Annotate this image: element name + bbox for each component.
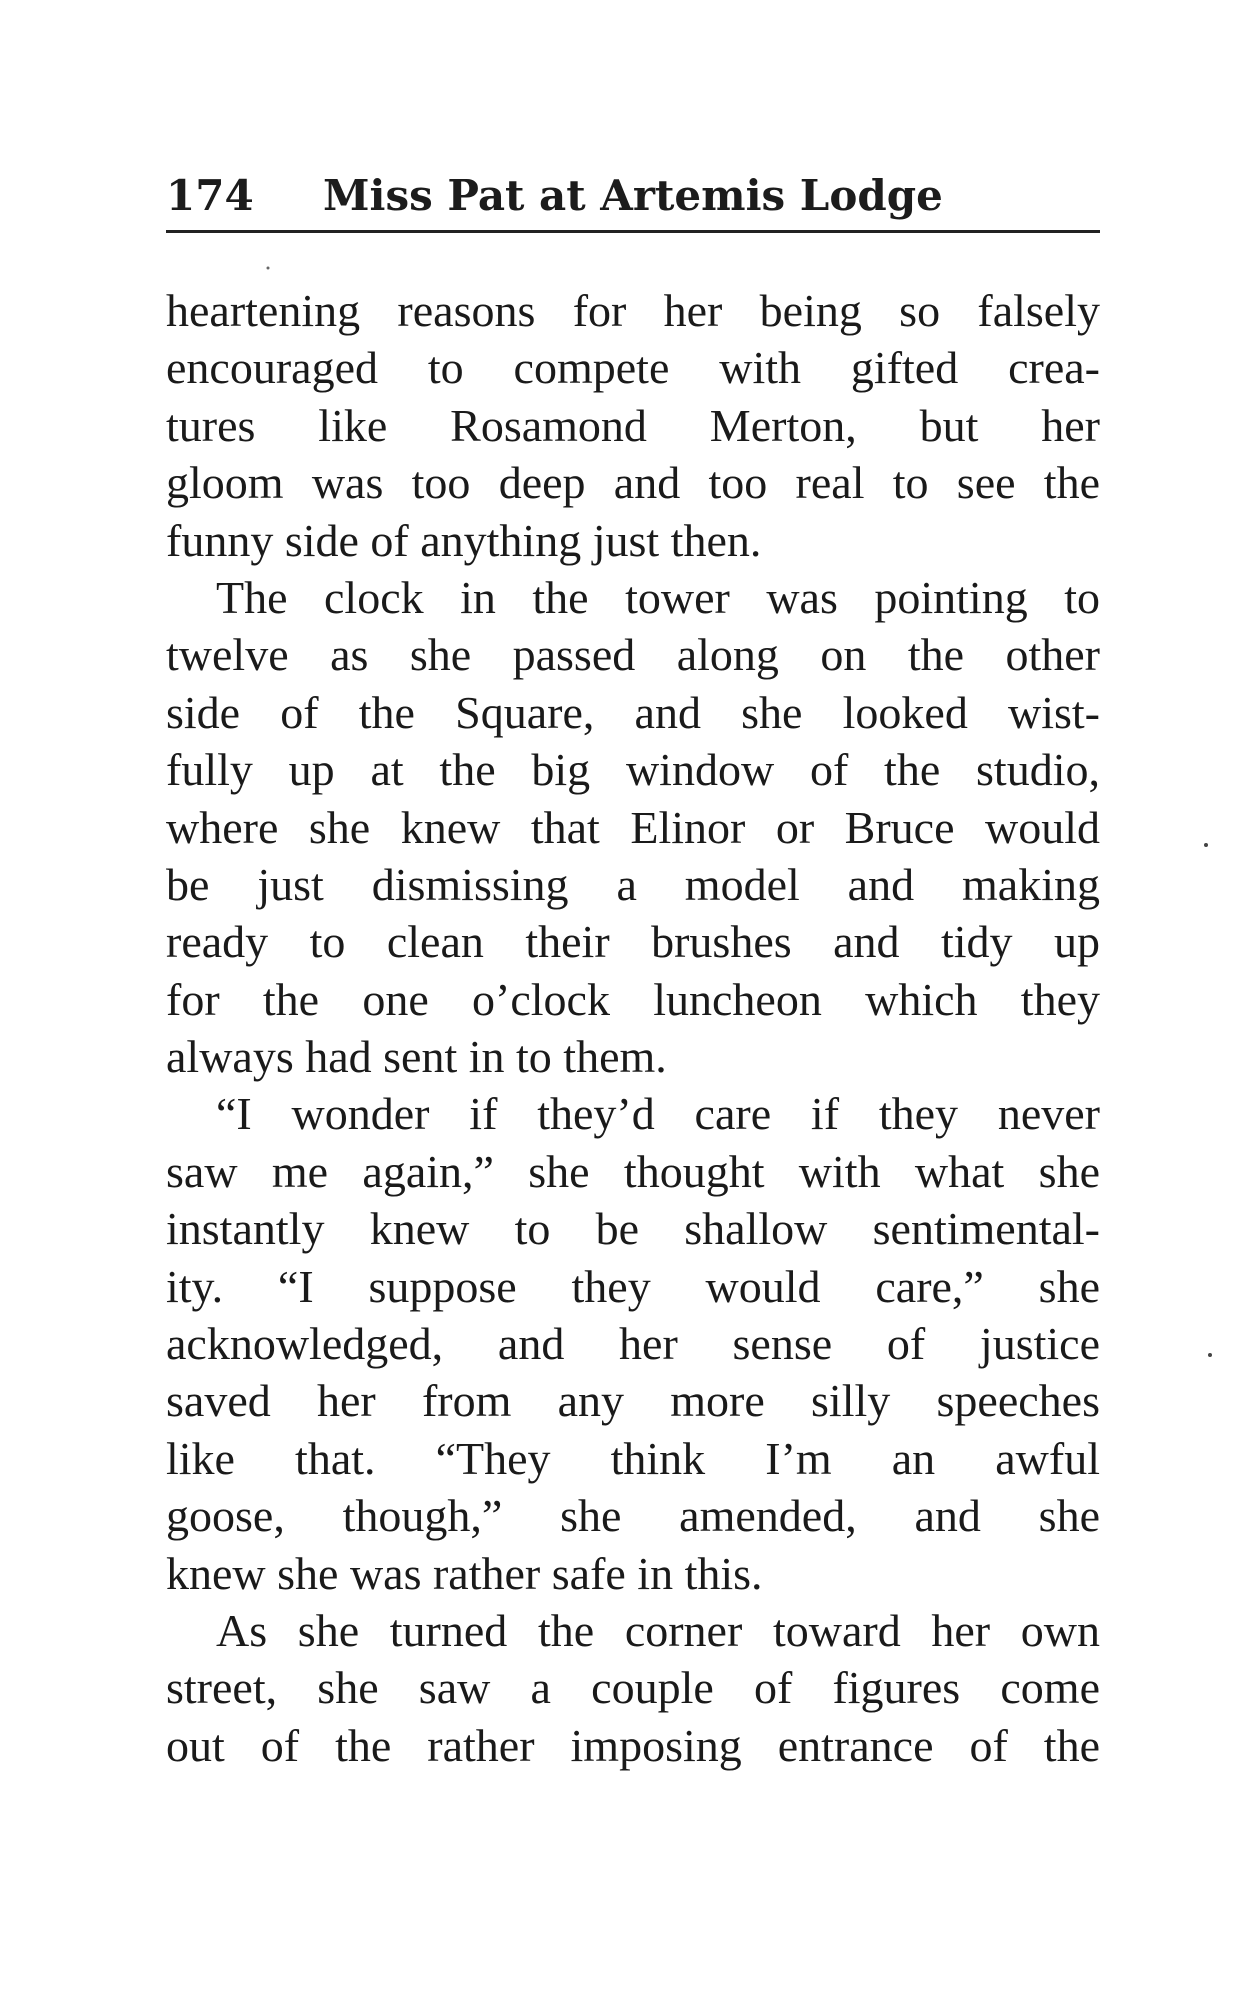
running-header	[166, 166, 1100, 234]
body-text	[166, 282, 1100, 1774]
text-line: ready to clean their brushes and tidy up	[166, 916, 1100, 968]
text-line: always had sent in to them.	[166, 1031, 667, 1083]
page-number: 174	[166, 171, 254, 220]
text-line: be just dismissing a model and making	[166, 858, 1100, 910]
paragraph	[166, 1602, 1100, 1774]
running-title: Miss Pat at Artemis Lodge	[323, 171, 943, 220]
paragraph	[166, 1085, 1100, 1602]
text-line: heartening reasons for her being so falsely	[166, 285, 1100, 336]
text-line: goose, though,” she amended, and she	[166, 1490, 1100, 1542]
text-line: instantly knew to be shallow sentimental-	[166, 1203, 1100, 1255]
text-line: gloom was too deep and too real to see the	[166, 457, 1100, 509]
text-line: The clock in the tower was pointing to	[216, 571, 1100, 623]
text-line: acknowledged, and her sense of justice	[166, 1318, 1100, 1370]
scan-speck	[1204, 843, 1208, 847]
text-line: out of the rather imposing entrance of the	[166, 1719, 1100, 1771]
text-line: encouraged to compete with gifted crea-	[166, 342, 1100, 394]
text-line: for the one o’clock luncheon which they	[166, 973, 1100, 1025]
text-line: where she knew that Elinor or Bruce would	[166, 801, 1100, 853]
paragraph	[166, 282, 1100, 569]
text-line: street, she saw a couple of figures come	[166, 1662, 1100, 1714]
text-line: “I wonder if they’d care if they never	[216, 1088, 1100, 1140]
text-line: As she turned the corner toward her own	[216, 1604, 1100, 1656]
paragraph	[166, 569, 1100, 1086]
header-rule	[166, 230, 1100, 233]
text-line: funny side of anything just then.	[166, 514, 762, 566]
text-line: tures like Rosamond Merton, but her	[166, 399, 1100, 451]
scan-speck	[267, 267, 270, 270]
text-line: saved her from any more silly speeches	[166, 1375, 1100, 1427]
text-line: side of the Square, and she looked wist-	[166, 686, 1100, 738]
text-line: fully up at the big window of the studio,	[166, 744, 1100, 796]
text-line: saw me again,” she thought with what she	[166, 1145, 1100, 1197]
text-line: like that. “They think I’m an awful	[166, 1432, 1100, 1484]
text-line: ity. “I suppose they would care,” she	[166, 1260, 1100, 1312]
text-line: knew she was rather safe in this.	[166, 1547, 763, 1599]
text-line: twelve as she passed along on the other	[166, 629, 1100, 681]
scan-speck	[1208, 1353, 1212, 1357]
